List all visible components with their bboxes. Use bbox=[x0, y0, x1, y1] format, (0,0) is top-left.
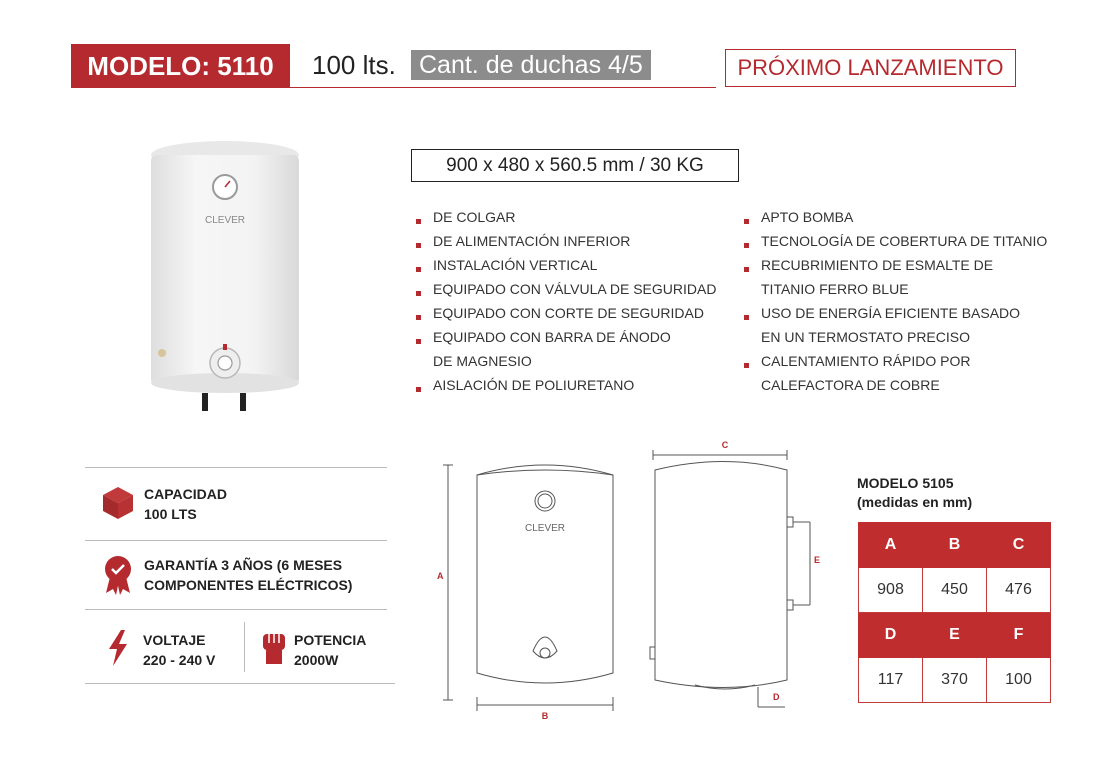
diagram-label-b: B bbox=[541, 711, 549, 721]
power-value: 2000W bbox=[294, 652, 339, 668]
spec-divider bbox=[85, 540, 387, 541]
voltage-label: VOLTAJE bbox=[143, 632, 206, 648]
table-subtitle: (medidas en mm) bbox=[857, 494, 973, 510]
capacity-value: 100 LTS bbox=[144, 506, 197, 522]
power-label: POTENCIA bbox=[294, 632, 367, 648]
table-cell: 117 bbox=[859, 658, 923, 703]
warranty-line2: COMPONENTES ELÉCTRICOS) bbox=[144, 577, 353, 593]
table-header-row bbox=[859, 523, 1051, 568]
table-header-cell: D bbox=[859, 613, 923, 658]
features-right-list bbox=[744, 205, 1047, 397]
showers-count: Cant. de duchas 4/5 bbox=[411, 50, 651, 80]
warranty-badge-icon bbox=[102, 555, 134, 595]
table-row bbox=[859, 568, 1051, 613]
spec-vertical-divider bbox=[244, 622, 245, 672]
feature-item: RECUBRIMIENTO DE ESMALTE DE bbox=[744, 253, 1047, 277]
capacity-heading: 100 lts. bbox=[312, 50, 396, 80]
feature-item: DE MAGNESIO bbox=[433, 353, 532, 369]
table-header-cell: F bbox=[987, 613, 1051, 658]
voltage-value: 220 - 240 V bbox=[143, 652, 216, 668]
water-heater-image bbox=[140, 125, 310, 415]
dimensions-box: 900 x 480 x 560.5 mm / 30 KG bbox=[411, 149, 739, 182]
diagram-label-c: C bbox=[721, 440, 729, 450]
feature-item: APTO BOMBA bbox=[744, 205, 1047, 229]
table-cell: 450 bbox=[923, 568, 987, 613]
table-cell: 100 bbox=[987, 658, 1051, 703]
table-header-cell: E bbox=[923, 613, 987, 658]
table-title: MODELO 5105 bbox=[857, 475, 954, 491]
feature-item: CALEFACTORA DE COBRE bbox=[761, 377, 940, 393]
model-badge: MODELO: 5110 bbox=[71, 44, 290, 88]
features-left-list bbox=[416, 205, 716, 397]
lightning-icon bbox=[107, 630, 129, 666]
feature-item: AISLACIÓN DE POLIURETANO bbox=[416, 373, 716, 397]
feature-item: EQUIPADO CON BARRA DE ÁNODO bbox=[416, 325, 716, 349]
feature-item: CALENTAMIENTO RÁPIDO POR bbox=[744, 349, 1047, 373]
table-cell: 476 bbox=[987, 568, 1051, 613]
box-icon bbox=[101, 485, 135, 521]
header-divider bbox=[71, 87, 716, 88]
feature-item: EQUIPADO CON CORTE DE SEGURIDAD bbox=[416, 301, 716, 325]
table-row bbox=[859, 658, 1051, 703]
capacity-label: CAPACIDAD bbox=[144, 486, 227, 502]
fist-icon bbox=[260, 630, 288, 666]
table-header-row bbox=[859, 613, 1051, 658]
feature-item: DE COLGAR bbox=[416, 205, 716, 229]
feature-item: INSTALACIÓN VERTICAL bbox=[416, 253, 716, 277]
technical-drawing bbox=[425, 435, 830, 735]
diagram-brand-text: CLEVER bbox=[524, 523, 566, 534]
table-header-cell: A bbox=[859, 523, 923, 568]
spec-divider bbox=[85, 609, 387, 610]
heater-brand-text: CLEVER bbox=[204, 215, 246, 226]
warranty-line1: GARANTÍA 3 AÑOS (6 MESES bbox=[144, 557, 343, 573]
table-cell: 370 bbox=[923, 658, 987, 703]
feature-item: TECNOLOGÍA DE COBERTURA DE TITANIO bbox=[744, 229, 1047, 253]
dimensions-table bbox=[858, 522, 1051, 703]
table-header-cell: C bbox=[987, 523, 1051, 568]
feature-item: EQUIPADO CON VÁLVULA DE SEGURIDAD bbox=[416, 277, 716, 301]
diagram-label-a: A bbox=[437, 571, 444, 581]
diagram-label-e: E bbox=[814, 555, 821, 565]
diagram-label-d: D bbox=[773, 692, 780, 702]
table-cell: 908 bbox=[859, 568, 923, 613]
launch-badge: PRÓXIMO LANZAMIENTO bbox=[725, 49, 1016, 87]
table-header-cell: B bbox=[923, 523, 987, 568]
feature-item: EN UN TERMOSTATO PRECISO bbox=[761, 329, 970, 345]
feature-item: DE ALIMENTACIÓN INFERIOR bbox=[416, 229, 716, 253]
feature-item: TITANIO FERRO BLUE bbox=[761, 281, 909, 297]
spec-divider bbox=[85, 467, 387, 468]
feature-item: USO DE ENERGÍA EFICIENTE BASADO bbox=[744, 301, 1047, 325]
spec-divider bbox=[85, 683, 395, 684]
